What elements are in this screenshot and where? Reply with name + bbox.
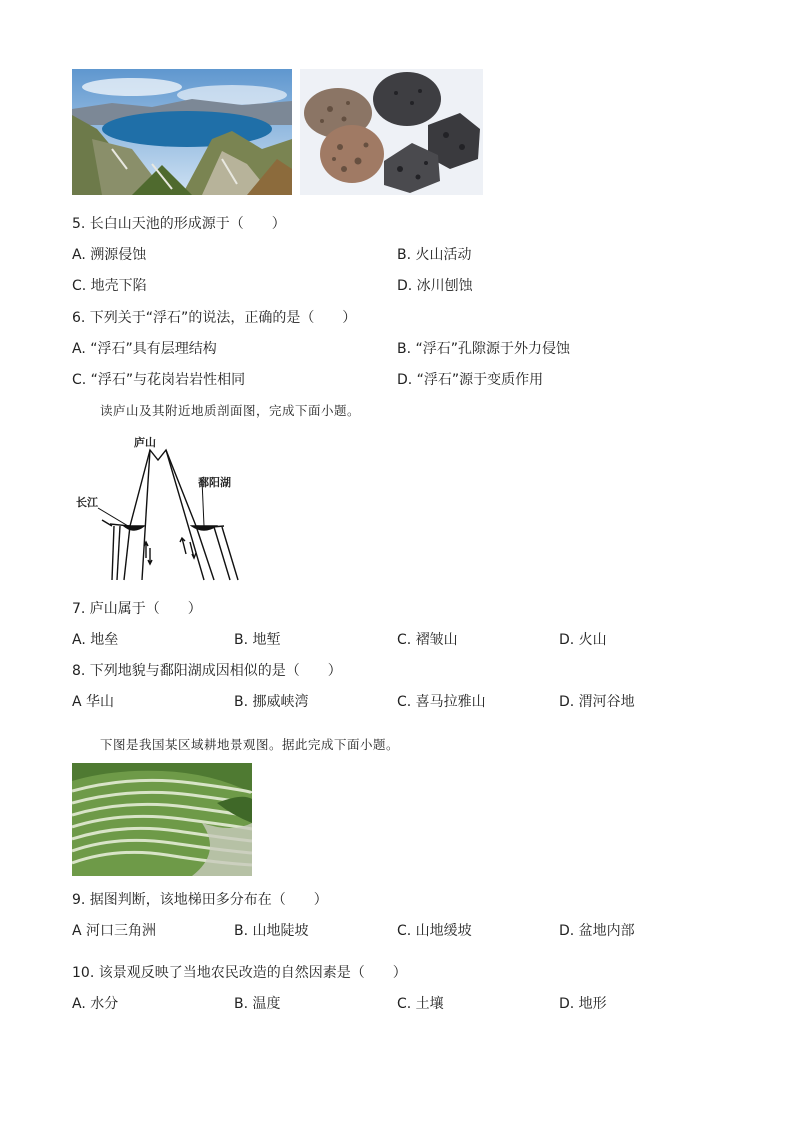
q7-option-c[interactable]: C. 褶皱山 <box>397 632 458 648</box>
question-10-stem: 10. 该景观反映了当地农民改造的自然因素是（ ） <box>72 965 407 981</box>
q6-option-c[interactable]: C. “浮石”与花岗岩岩性相同 <box>72 372 246 388</box>
changjiang-label: 长江 <box>76 496 98 509</box>
q6-option-d[interactable]: D. “浮石”源于变质作用 <box>397 372 544 388</box>
lushan-label: 庐山 <box>134 436 156 449</box>
lushan-profile-diagram <box>72 430 247 585</box>
q10-option-b[interactable]: B. 温度 <box>234 996 281 1012</box>
q10-option-a[interactable]: A. 水分 <box>72 996 119 1012</box>
lushan-intro: 读庐山及其附近地质剖面图，完成下面小题。 <box>100 403 361 418</box>
poyang-lake-label: 鄱阳湖 <box>198 476 231 489</box>
terrace-photo <box>72 763 252 876</box>
question-9-stem: 9. 据图判断，该地梯田多分布在（ ） <box>72 892 328 908</box>
q5-option-c[interactable]: C. 地壳下陷 <box>72 278 147 294</box>
q7-option-a[interactable]: A. 地垒 <box>72 632 119 648</box>
q8-option-d[interactable]: D. 渭河谷地 <box>559 694 635 710</box>
q6-option-a[interactable]: A. “浮石”具有层理结构 <box>72 341 217 357</box>
question-7-stem: 7. 庐山属于（ ） <box>72 601 202 617</box>
question-6-stem: 6. 下列关于“浮石”的说法，正确的是（ ） <box>72 310 357 326</box>
q6-option-b[interactable]: B. “浮石”孔隙源于外力侵蚀 <box>397 341 571 357</box>
q8-option-b[interactable]: B. 挪威峡湾 <box>234 694 309 710</box>
q8-option-c[interactable]: C. 喜马拉雅山 <box>397 694 486 710</box>
q8-option-a[interactable]: A 华山 <box>72 694 115 710</box>
question-5-stem: 5. 长白山天池的形成源于（ ） <box>72 216 286 232</box>
tianchi-photo <box>72 69 292 195</box>
q9-option-a[interactable]: A 河口三角洲 <box>72 923 157 939</box>
q10-option-c[interactable]: C. 土壤 <box>397 996 444 1012</box>
terrace-intro: 下图是我国某区域耕地景观图。据此完成下面小题。 <box>100 737 400 752</box>
q5-option-a[interactable]: A. 溯源侵蚀 <box>72 247 147 263</box>
q9-option-d[interactable]: D. 盆地内部 <box>559 923 635 939</box>
pumice-photo <box>300 69 483 195</box>
question-8-stem: 8. 下列地貌与鄱阳湖成因相似的是（ ） <box>72 663 342 679</box>
q7-option-b[interactable]: B. 地堑 <box>234 632 281 648</box>
q10-option-d[interactable]: D. 地形 <box>559 996 607 1012</box>
q7-option-d[interactable]: D. 火山 <box>559 632 607 648</box>
q5-option-d[interactable]: D. 冰川刨蚀 <box>397 278 473 294</box>
q9-option-c[interactable]: C. 山地缓坡 <box>397 923 472 939</box>
q9-option-b[interactable]: B. 山地陡坡 <box>234 923 309 939</box>
q5-option-b[interactable]: B. 火山活动 <box>397 247 472 263</box>
